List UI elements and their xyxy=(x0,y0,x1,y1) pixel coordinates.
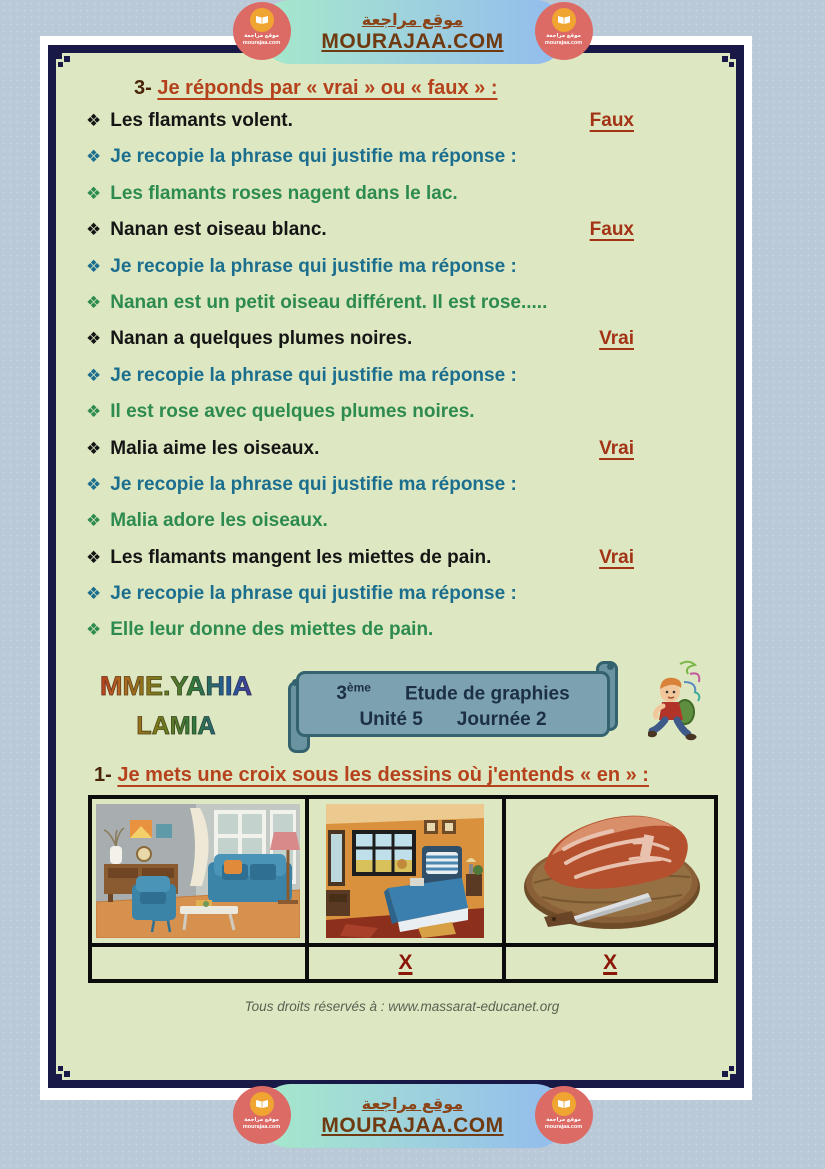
site-banner-top xyxy=(233,0,593,66)
exercise-row-statement xyxy=(86,438,726,474)
exercise-rows xyxy=(86,110,726,656)
frame-corner-ornament xyxy=(54,51,62,59)
exercise-row-justification xyxy=(86,619,726,655)
exercise-row-prompt xyxy=(86,256,726,292)
book-icon xyxy=(250,8,274,32)
exercise-row-statement xyxy=(86,547,726,583)
logo-arabic-line: موقع مراجعة xyxy=(244,1117,279,1123)
row-text: Nanan a quelques plumes noires. xyxy=(110,328,413,350)
frame-corner-ornament xyxy=(730,1074,738,1082)
row-text: Malia adore les oiseaux. xyxy=(110,510,328,532)
meat-cell xyxy=(504,797,716,945)
book-icon xyxy=(552,8,576,32)
row-text: Je recopie la phrase qui justifie ma réponse : xyxy=(110,473,517,495)
answer-cell: X xyxy=(307,945,505,981)
bedroom-image xyxy=(326,804,484,938)
picture-row xyxy=(90,797,716,945)
book-icon xyxy=(250,1092,274,1116)
exercise-row-justification xyxy=(86,183,726,219)
scroll-line-2 xyxy=(359,707,546,733)
exercise-row-justification xyxy=(86,401,726,437)
teacher-name xyxy=(86,666,266,746)
section3-number: 3- xyxy=(134,77,152,99)
living-room-image xyxy=(96,804,300,938)
level-label: 3ème xyxy=(336,680,371,705)
book-icon xyxy=(552,1092,576,1116)
subject-label: Etude de graphies xyxy=(404,683,570,705)
diamond-bullet-icon: ❖ xyxy=(86,147,102,167)
exercise-row-justification xyxy=(86,510,726,546)
diamond-bullet-icon: ❖ xyxy=(86,329,102,349)
row-text: Je recopie la phrase qui justifie ma réponse : xyxy=(110,364,517,386)
site-name-arabic: موقع مراجعة xyxy=(361,1096,464,1113)
logo-url-line: mourajaa.com xyxy=(242,1123,281,1130)
logo-url-line: mourajaa.com xyxy=(242,39,281,46)
diamond-bullet-icon: ❖ xyxy=(86,474,102,494)
site-logo xyxy=(233,2,291,60)
site-logo xyxy=(233,1086,291,1144)
answer-cell: X xyxy=(504,945,716,981)
running-boy-illustration xyxy=(648,658,704,754)
row-text: Je recopie la phrase qui justifie ma réponse : xyxy=(110,583,517,605)
living-room-cell xyxy=(90,797,307,945)
logo-url-line: mourajaa.com xyxy=(544,1123,583,1130)
answer-label: Vrai xyxy=(599,437,634,459)
scroll-knob xyxy=(607,663,614,670)
lesson-scroll-banner xyxy=(288,665,618,747)
site-banner-pill xyxy=(259,1084,567,1148)
row-text: Les flamants mangent les miettes de pain. xyxy=(110,546,492,568)
answer-label: Vrai xyxy=(599,328,634,350)
meat-image xyxy=(514,805,706,937)
teacher-name-line2: LAMIA xyxy=(136,711,216,740)
scroll-text xyxy=(296,671,610,737)
unit-label: Unité 5 xyxy=(359,709,423,731)
diamond-bullet-icon: ❖ xyxy=(86,183,102,203)
page-frame xyxy=(48,45,744,1088)
diamond-bullet-icon: ❖ xyxy=(86,547,102,567)
day-label: Journée 2 xyxy=(456,709,547,731)
row-text: Elle leur donne des miettes de pain. xyxy=(110,619,434,641)
site-name-link[interactable]: MOURAJAA.COM xyxy=(321,30,504,53)
diamond-bullet-icon: ❖ xyxy=(86,220,102,240)
copyright-text: Tous droits réservés à : www.massarat-educanet.org xyxy=(244,998,560,1014)
bedroom-cell xyxy=(307,797,505,945)
row-text: Je recopie la phrase qui justifie ma réponse : xyxy=(110,255,517,277)
answer-cell xyxy=(90,945,307,981)
logo-url-line: mourajaa.com xyxy=(544,39,583,46)
section1-number: 1- xyxy=(94,763,112,786)
exercise-row-statement xyxy=(86,219,726,255)
picture-exercise-table xyxy=(88,795,718,983)
answer-label: Faux xyxy=(589,110,634,131)
answer-label: Faux xyxy=(589,219,634,241)
exercise-row-justification xyxy=(86,292,726,328)
diamond-bullet-icon: ❖ xyxy=(86,111,102,130)
row-text: Malia aime les oiseaux. xyxy=(110,437,320,459)
answer-label: Vrai xyxy=(599,546,634,568)
site-logo xyxy=(535,1086,593,1144)
diamond-bullet-icon: ❖ xyxy=(86,511,102,531)
site-banner-pill xyxy=(259,0,567,64)
page-content xyxy=(56,53,736,1080)
logo-arabic-line: موقع مراجعة xyxy=(546,1117,581,1123)
lesson-banner-row xyxy=(86,658,718,754)
row-text: Les flamants roses nagent dans le lac. xyxy=(110,182,458,204)
answer-row xyxy=(90,945,716,981)
logo-arabic-line: موقع مراجعة xyxy=(546,33,581,39)
exercise-row-prompt xyxy=(86,365,726,401)
row-text: Nanan est un petit oiseau différent. Il est rose..... xyxy=(110,291,548,313)
diamond-bullet-icon: ❖ xyxy=(86,292,102,312)
teacher-name-line1: MME.YAHIA xyxy=(99,670,253,701)
site-logo xyxy=(535,2,593,60)
section1-title xyxy=(94,764,718,787)
logo-arabic-line: موقع مراجعة xyxy=(244,33,279,39)
exercise-row-prompt xyxy=(86,146,726,182)
row-text: Les flamants volent. xyxy=(110,110,293,131)
diamond-bullet-icon: ❖ xyxy=(86,620,102,640)
site-banner-bottom xyxy=(233,1084,593,1150)
row-text: Je recopie la phrase qui justifie ma réponse : xyxy=(110,146,517,168)
worksheet-page xyxy=(40,36,752,1100)
exercise-row-prompt xyxy=(86,474,726,510)
row-text: Nanan est oiseau blanc. xyxy=(110,219,327,241)
site-name-arabic: موقع مراجعة xyxy=(361,12,464,29)
site-name-link[interactable]: MOURAJAA.COM xyxy=(321,1114,504,1137)
exercise-row-statement xyxy=(86,110,726,146)
exercise-row-statement xyxy=(86,328,726,364)
section3-title xyxy=(134,77,718,100)
row-text: Il est rose avec quelques plumes noires. xyxy=(110,401,475,423)
frame-corner-ornament xyxy=(730,51,738,59)
frame-corner-ornament xyxy=(54,1074,62,1082)
section1-title-text: Je mets une croix sous les dessins où j'entends « en » : xyxy=(117,763,649,786)
diamond-bullet-icon: ❖ xyxy=(86,365,102,385)
diamond-bullet-icon: ❖ xyxy=(86,402,102,422)
diamond-bullet-icon: ❖ xyxy=(86,584,102,604)
diamond-bullet-icon: ❖ xyxy=(86,438,102,458)
section3-title-text: Je réponds par « vrai » ou « faux » : xyxy=(157,77,498,99)
scroll-line-1 xyxy=(336,675,569,707)
exercise-row-prompt xyxy=(86,583,726,619)
diamond-bullet-icon: ❖ xyxy=(86,256,102,276)
